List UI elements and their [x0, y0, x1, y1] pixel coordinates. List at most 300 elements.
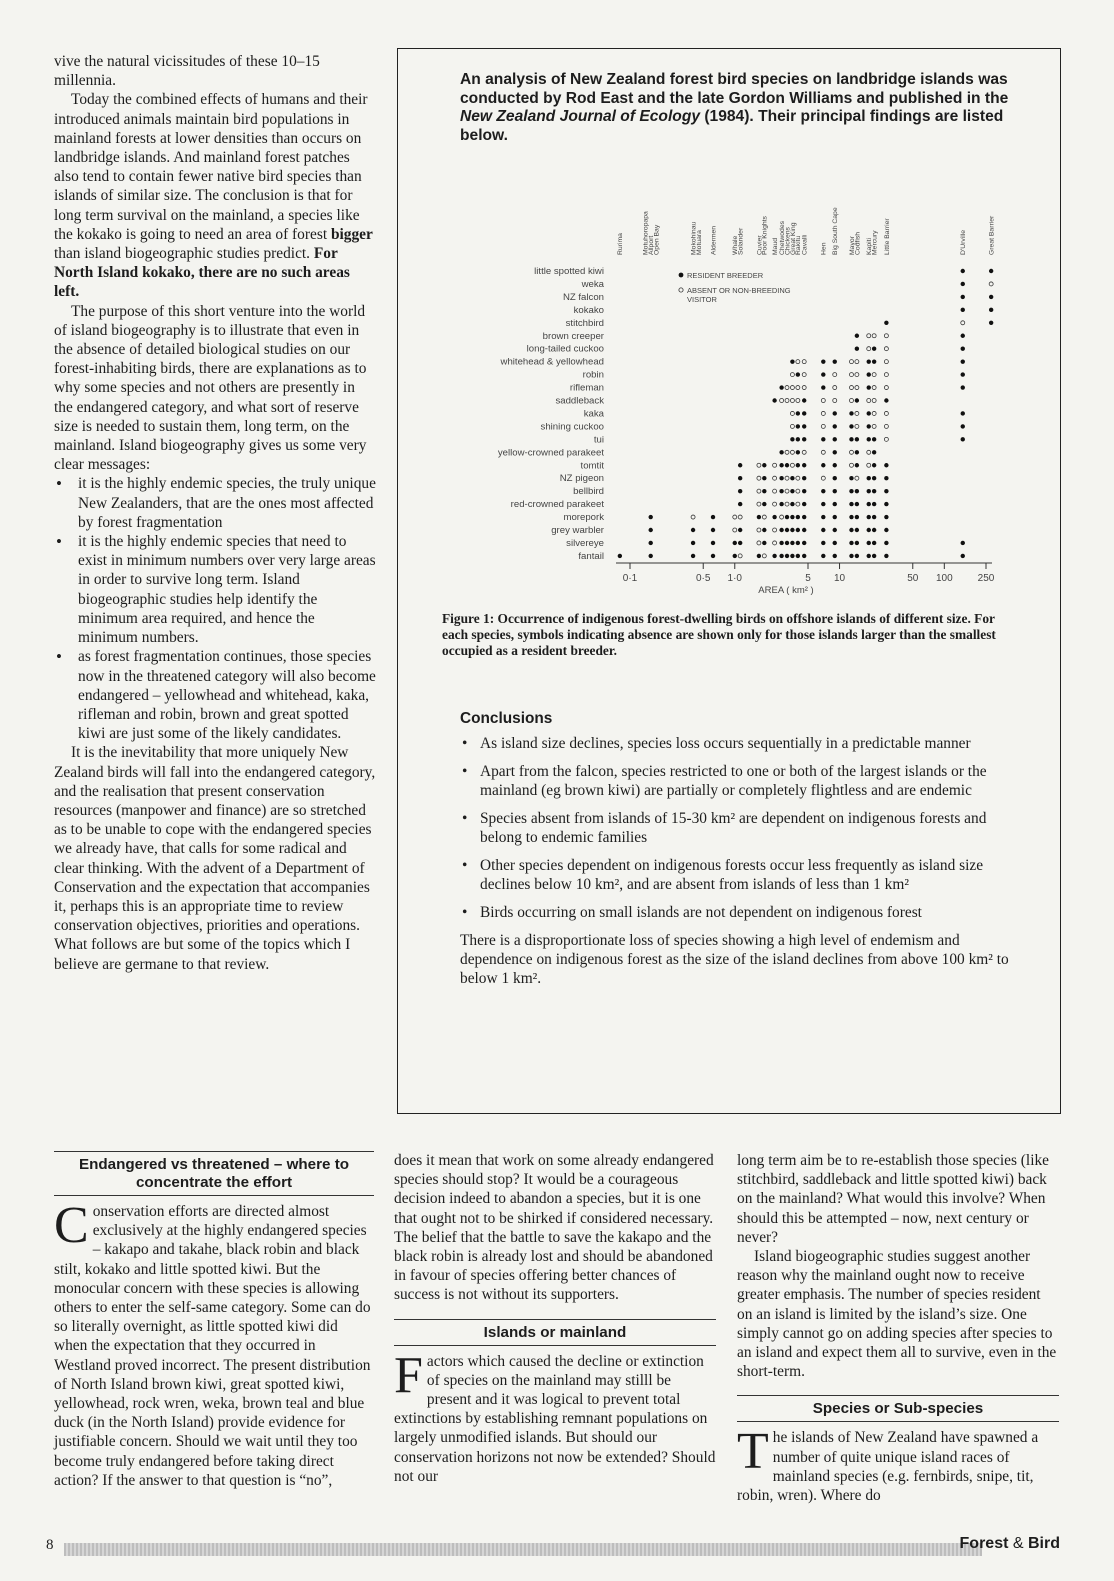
species-label: bellbird [573, 486, 604, 498]
absent-mark [849, 450, 853, 454]
resident-mark [867, 385, 871, 389]
resident-mark [821, 528, 825, 532]
absent-mark [884, 424, 888, 428]
paragraph: The purpose of this short venture into the world of island biogeography is to illustrate that even in the absence of detailed biological studies on our forest-inhabiting birds, there are explanations as to why some species and not others are presently in the endangered category, and what sort of reserve size is needed to sustain them, long term, on the mainland. Island biogeography gives us some very clear messages: [54, 302, 367, 474]
resident-mark [762, 489, 766, 493]
absent-mark [790, 450, 794, 454]
absent-mark [855, 373, 859, 377]
absent-mark [872, 373, 876, 377]
absent-mark [796, 360, 800, 364]
island-label: Open Bay [653, 224, 661, 255]
island-labels [617, 207, 995, 255]
resident-mark [872, 541, 876, 545]
x-tick-label: 1·0 [727, 573, 742, 584]
absent-mark [821, 476, 825, 480]
absent-mark [785, 450, 789, 454]
absent-mark [821, 411, 825, 415]
resident-mark [802, 411, 806, 415]
absent-mark [884, 360, 888, 364]
resident-mark [961, 437, 965, 441]
resident-mark [833, 450, 837, 454]
resident-mark [833, 424, 837, 428]
absent-mark [849, 360, 853, 364]
absent-mark [802, 373, 806, 377]
resident-mark [711, 515, 715, 519]
resident-mark [849, 528, 853, 532]
resident-mark [872, 450, 876, 454]
absent-mark [884, 334, 888, 338]
species-label: silvereye [566, 537, 604, 549]
resident-mark [872, 502, 876, 506]
absent-mark [790, 424, 794, 428]
island-label: Hen [820, 242, 828, 255]
resident-mark [867, 502, 871, 506]
resident-mark [821, 359, 825, 363]
absent-mark [872, 386, 876, 390]
absent-mark [773, 528, 777, 532]
resident-mark [790, 554, 794, 558]
resident-mark [821, 502, 825, 506]
resident-mark [961, 295, 965, 299]
resident-mark [961, 282, 965, 286]
resident-mark [790, 437, 794, 441]
resident-mark [833, 359, 837, 363]
resident-mark [796, 450, 800, 454]
resident-mark [855, 347, 859, 351]
resident-mark [785, 528, 789, 532]
resident-mark [849, 411, 853, 415]
list-item: • Other species dependent on indigenous forests occur less frequently as island size declines below 10 km², and are absent from islands of less than 1 km² [460, 856, 1020, 894]
resident-mark [762, 528, 766, 532]
resident-mark [884, 476, 888, 480]
x-axis-label: AREA ( km² ) [758, 585, 814, 596]
resident-mark [779, 528, 783, 532]
resident-mark [989, 295, 993, 299]
resident-mark [872, 554, 876, 558]
island-label: Aldermen [710, 225, 718, 255]
resident-mark [802, 437, 806, 441]
resident-mark [790, 515, 794, 519]
resident-mark [833, 554, 837, 558]
absent-mark [884, 347, 888, 351]
resident-mark [790, 489, 794, 493]
resident-mark [738, 541, 742, 545]
resident-mark [779, 502, 783, 506]
resident-mark [855, 528, 859, 532]
resident-mark [872, 437, 876, 441]
occurrence-marks [618, 269, 994, 558]
resident-mark [738, 476, 742, 480]
absent-mark [762, 515, 766, 519]
absent-mark [757, 476, 761, 480]
resident-mark [833, 515, 837, 519]
resident-mark [961, 411, 965, 415]
x-tick-label: 10 [833, 573, 846, 584]
absent-mark [790, 386, 794, 390]
species-label: rifleman [569, 382, 604, 394]
resident-mark [961, 424, 965, 428]
conclusions-title: Conclusions [460, 710, 553, 727]
resident-mark [855, 398, 859, 402]
resident-mark [849, 476, 853, 480]
resident-mark [833, 476, 837, 480]
legend-absent-marker [679, 288, 683, 292]
resident-mark [961, 554, 965, 558]
species-label: grey warbler [551, 525, 604, 536]
paragraph: Island biogeographic studies suggest another reason why the mainland ought now to receive greater emphasis. The number of species resident on an island is limited by the island’s size. One simply cannot go on adding species after species to an island and expect them all to survive, even in the short-term. [737, 1248, 1057, 1381]
absent-mark [855, 476, 859, 480]
resident-mark [802, 528, 806, 532]
resident-mark [785, 463, 789, 467]
conclusions-summary: There is a disproportionate loss of species showing a high level of endemism and dependence on indigenous forest as the size of the island declines from above 100 km² to below 1 km². [460, 932, 1009, 987]
journal-name: Forest & Bird [959, 1535, 1060, 1552]
absent-mark [867, 347, 871, 351]
absent-mark [757, 463, 761, 467]
resident-mark [833, 502, 837, 506]
list-item: • Birds occurring on small islands are not dependent on indigenous forest [460, 903, 1020, 922]
absent-mark [821, 450, 825, 454]
paragraph: does it mean that work on some already endangered species should stop? It would be a courageous decision indeed to abandon a species, but it is one that ought not to be shirked if considered necessary. The belief that the battle to save the kakapo and the black robin is already lost and should be abandoned in favour of species offering better chances of success is not without its supporters. [394, 1152, 714, 1304]
resident-mark [884, 541, 888, 545]
drop-cap: F [394, 1346, 423, 1404]
resident-mark [855, 437, 859, 441]
resident-mark [821, 372, 825, 376]
absent-mark [773, 541, 777, 545]
island-label: Motuara [695, 230, 703, 255]
resident-mark [796, 528, 800, 532]
resident-mark [884, 321, 888, 325]
absent-mark [867, 399, 871, 403]
occurrence-chart [398, 49, 1060, 609]
resident-mark [738, 528, 742, 532]
absent-mark [785, 399, 789, 403]
absent-mark [849, 373, 853, 377]
absent-mark [790, 411, 794, 415]
resident-mark [711, 541, 715, 545]
page-number: 8 [46, 1537, 54, 1553]
absent-mark [961, 321, 965, 325]
resident-mark [821, 385, 825, 389]
box-intro: An analysis of New Zealand forest bird species on landbridge islands was conducted by Rod East and the late Gordon Williams and published in the New Zealand Journal of Ecology (1984). Their principal findings are listed below. [460, 71, 1009, 144]
species-label: shining cuckoo [540, 421, 604, 433]
absent-mark [785, 502, 789, 506]
absent-mark [849, 386, 853, 390]
resident-mark [733, 554, 737, 558]
resident-mark [961, 541, 965, 545]
species-label: long-tailed cuckoo [526, 343, 604, 355]
absent-mark [867, 334, 871, 338]
resident-mark [961, 269, 965, 273]
resident-mark [884, 463, 888, 467]
resident-mark [872, 463, 876, 467]
resident-mark [961, 385, 965, 389]
absent-mark [738, 554, 742, 558]
resident-mark [796, 372, 800, 376]
absent-mark [872, 334, 876, 338]
footer-rule [64, 1543, 982, 1556]
island-label: Maud [772, 237, 780, 255]
island-label: Mayor [848, 236, 856, 255]
absent-mark [733, 515, 737, 519]
resident-mark [867, 372, 871, 376]
resident-mark [849, 489, 853, 493]
resident-mark [691, 528, 695, 532]
resident-mark [802, 541, 806, 545]
resident-mark [833, 411, 837, 415]
island-label: Kapiti [866, 237, 874, 255]
resident-mark [762, 541, 766, 545]
resident-mark [802, 554, 806, 558]
species-label: NZ falcon [562, 291, 604, 303]
resident-mark [855, 334, 859, 338]
absent-mark [855, 424, 859, 428]
resident-mark [762, 502, 766, 506]
paragraph: Factors which caused the decline or extinction of species on the mainland may stilll be present and it was logical to prevent total extinctions by establishing remnant populations on largely unmodified islands. But should our conservation horizons not now be extended? Should not our [394, 1346, 716, 1485]
resident-mark [849, 424, 853, 428]
resident-mark [849, 437, 853, 441]
absent-mark [855, 360, 859, 364]
resident-mark [757, 515, 761, 519]
resident-mark [618, 554, 622, 558]
resident-mark [867, 515, 871, 519]
resident-mark [821, 554, 825, 558]
species-labels [498, 266, 605, 562]
paragraph: vive the natural vicissitudes of these 10–15 millennia. [54, 53, 320, 90]
resident-mark [821, 489, 825, 493]
resident-mark [802, 502, 806, 506]
resident-mark [833, 541, 837, 545]
resident-mark [855, 450, 859, 454]
column-3 [737, 1151, 1059, 1505]
resident-mark [884, 554, 888, 558]
absent-mark [796, 476, 800, 480]
island-label: Mercury [871, 230, 879, 255]
resident-mark [833, 463, 837, 467]
absent-mark [867, 463, 871, 467]
island-label: Rakitu [795, 235, 803, 255]
absent-mark [796, 386, 800, 390]
resident-mark [867, 476, 871, 480]
resident-mark [867, 424, 871, 428]
absent-mark [785, 476, 789, 480]
resident-mark [691, 554, 695, 558]
absent-mark [738, 515, 742, 519]
species-label: brown creeper [542, 330, 604, 342]
paragraph: Conservation efforts are directed almost exclusively at the highly endangered species – kakapo and takahe, black robin and black stilt, kokako and little spotted kiwi. But the monocular concern with these species is allowing others to enter the self-same category. Some can do so literally overnight, as little spotted kiwi did when the expectation that they occurred in Westland proved incorrect. The present distribution of North Island brown kiwi, great spotted kiwi, yellowhead, rock wren, weka, brown teal and blue duck (in the North Island) provide evidence for justifiable concern. Should we wait until they too become truly endangered before taking direct action? If the answer to that question is “no”, [54, 1197, 371, 1489]
absent-mark [867, 450, 871, 454]
resident-mark [802, 463, 806, 467]
resident-mark [867, 554, 871, 558]
list-item: • Apart from the falcon, species restricted to one or both of the largest islands or the mainland (eg brown kiwi) are partially or completely flightless and are endemic [460, 762, 1020, 800]
absent-mark [796, 399, 800, 403]
legend-absent-label-2: VISITOR [687, 295, 717, 304]
resident-mark [867, 541, 871, 545]
resident-mark [872, 359, 876, 363]
island-label: D'Urville [960, 229, 968, 255]
island-label: Chetwodes [779, 220, 787, 255]
island-label: Codfish [854, 231, 862, 255]
resident-mark [855, 515, 859, 519]
absent-mark [762, 554, 766, 558]
absent-mark [872, 411, 876, 415]
absent-mark [833, 373, 837, 377]
absent-mark [802, 450, 806, 454]
resident-mark [867, 359, 871, 363]
x-tick-label: 250 [977, 573, 995, 584]
paragraph: It is the inevitability that more uniquely New Zealand birds will fall into the endangered category, and the realisation that present conservation resources (manpower and finance) are so stretched as to be unable to cope with the endangered species we already have, that calls for some radical and clear thinking. With the advent of a Department of Conservation and the expectation that accompanies it, perhaps this is an appropriate time to review conservation objectives, priorities and operations. What follows are but some of the topics which I believe are germane to that review. [54, 744, 376, 973]
absent-mark [872, 399, 876, 403]
section-heading: Species or Sub-species [737, 1395, 1059, 1422]
resident-mark [961, 347, 965, 351]
absent-mark [790, 463, 794, 467]
resident-mark [785, 515, 789, 519]
absent-mark [855, 386, 859, 390]
absent-mark [773, 489, 777, 493]
absent-mark [833, 399, 837, 403]
island-label: Great Barrier [988, 215, 996, 255]
absent-mark [757, 502, 761, 506]
resident-mark [796, 424, 800, 428]
resident-mark [821, 437, 825, 441]
resident-mark [989, 321, 993, 325]
paragraph: long term aim be to re-establish those species (like stitchbird, saddleback and little spotted kiwi) back on the mainland? What would this involve? When should this be attempted – now, next century or never? [737, 1152, 1049, 1246]
resident-mark [738, 502, 742, 506]
resident-mark [711, 554, 715, 558]
resident-mark [884, 398, 888, 402]
resident-mark [833, 489, 837, 493]
resident-mark [779, 541, 783, 545]
island-label: Allport [648, 235, 656, 255]
paragraph: The islands of New Zealand have spawned a number of quite unique island races of mainland species (e.g. fernbirds, snipe, tit, robin, wren). Where do [737, 1423, 1039, 1505]
species-label: kokako [573, 304, 604, 316]
drop-cap: C [54, 1197, 89, 1254]
left-column [54, 52, 376, 974]
resident-mark [772, 554, 776, 558]
resident-mark [802, 489, 806, 493]
resident-mark [796, 554, 800, 558]
resident-mark [867, 489, 871, 493]
resident-mark [884, 489, 888, 493]
island-label: Great King [789, 222, 797, 255]
resident-mark [849, 502, 853, 506]
resident-mark [649, 528, 653, 532]
absent-mark [773, 463, 777, 467]
resident-mark [779, 476, 783, 480]
resident-mark [762, 476, 766, 480]
absent-mark [796, 502, 800, 506]
resident-mark [961, 334, 965, 338]
resident-mark [762, 463, 766, 467]
absent-mark [821, 399, 825, 403]
absent-mark [849, 399, 853, 403]
resident-mark [961, 308, 965, 312]
resident-mark [802, 398, 806, 402]
absent-mark [790, 373, 794, 377]
absent-mark [757, 489, 761, 493]
absent-mark [733, 528, 737, 532]
resident-mark [738, 489, 742, 493]
resident-mark [691, 541, 695, 545]
legend-resident-label: RESIDENT BREEDER [687, 271, 764, 280]
resident-mark [779, 463, 783, 467]
absent-mark [790, 399, 794, 403]
x-tick-label: 0·5 [696, 573, 711, 584]
resident-mark [796, 411, 800, 415]
absent-mark [884, 437, 888, 441]
resident-mark [821, 515, 825, 519]
resident-mark [821, 463, 825, 467]
list-item: • it is the highly endemic species that need to exist in minimum numbers over very large areas in order to survive long term. Island biogeographic studies help identify the minimum area required, and hence the minimum numbers. [54, 532, 376, 647]
resident-mark [796, 515, 800, 519]
list-item: • it is the highly endemic species, the truly unique New Zealanders, that are the ones most affected by forest fragmentation [54, 474, 376, 532]
resident-mark [790, 541, 794, 545]
legend-resident-marker [679, 273, 684, 278]
conclusions [460, 709, 1020, 988]
resident-mark [849, 554, 853, 558]
island-label: Solander [737, 227, 745, 255]
x-tick-label: 0·1 [622, 573, 638, 584]
species-label: kaka [583, 408, 604, 420]
species-label: fantail [578, 550, 604, 562]
absent-mark [796, 489, 800, 493]
absent-mark [884, 373, 888, 377]
resident-mark [872, 347, 876, 351]
species-label: saddleback [555, 395, 604, 407]
resident-mark [779, 554, 783, 558]
resident-mark [989, 308, 993, 312]
island-label: Chickens [784, 227, 792, 255]
species-label: stitchbird [565, 317, 604, 329]
island-label: Cuvier [756, 235, 764, 255]
resident-mark [772, 398, 776, 402]
species-label: tui [593, 434, 604, 446]
resident-mark [867, 437, 871, 441]
legend [679, 271, 791, 304]
resident-mark [833, 437, 837, 441]
absent-mark [785, 386, 789, 390]
resident-mark [867, 528, 871, 532]
resident-mark [790, 359, 794, 363]
island-label: Whale [732, 235, 740, 255]
species-label: weka [581, 278, 604, 290]
legend-absent-label: ABSENT OR NON-BREEDING [687, 286, 791, 295]
species-label: whitehead & yellowhead [500, 356, 604, 368]
absent-mark [849, 463, 853, 467]
absent-mark [872, 424, 876, 428]
paragraph: Today the combined effects of humans and their introduced animals maintain bird populations in mainland forests at lower densities than occurs on landbridge islands. And mainland forest patches also tend to contain fewer native bird species than islands of similar size. The conclusion is that for long term survival on the mainland, a species like the kokako is going to need an area of forest bigger than island biogeographic studies predict. For North Island kokako, there are no such areas left. [54, 91, 373, 301]
x-tick-label: 50 [907, 573, 919, 584]
resident-mark [779, 385, 783, 389]
island-label: Rurima [617, 233, 625, 255]
absent-mark [773, 476, 777, 480]
resident-mark [790, 528, 794, 532]
absent-mark [691, 515, 695, 519]
absent-mark [884, 411, 888, 415]
species-label: red-crowned parakeet [510, 499, 604, 511]
resident-mark [961, 372, 965, 376]
island-label: Motuhoropapa [642, 211, 650, 255]
species-label: tomtit [580, 460, 604, 472]
resident-mark [779, 489, 783, 493]
resident-mark [855, 502, 859, 506]
absent-mark [773, 502, 777, 506]
species-label: yellow-crowned parakeet [497, 447, 604, 459]
resident-mark [833, 528, 837, 532]
section-heading: Endangered vs threatened – where to concentrate the effort [54, 1151, 374, 1196]
resident-mark [961, 359, 965, 363]
resident-mark [872, 528, 876, 532]
resident-mark [802, 424, 806, 428]
